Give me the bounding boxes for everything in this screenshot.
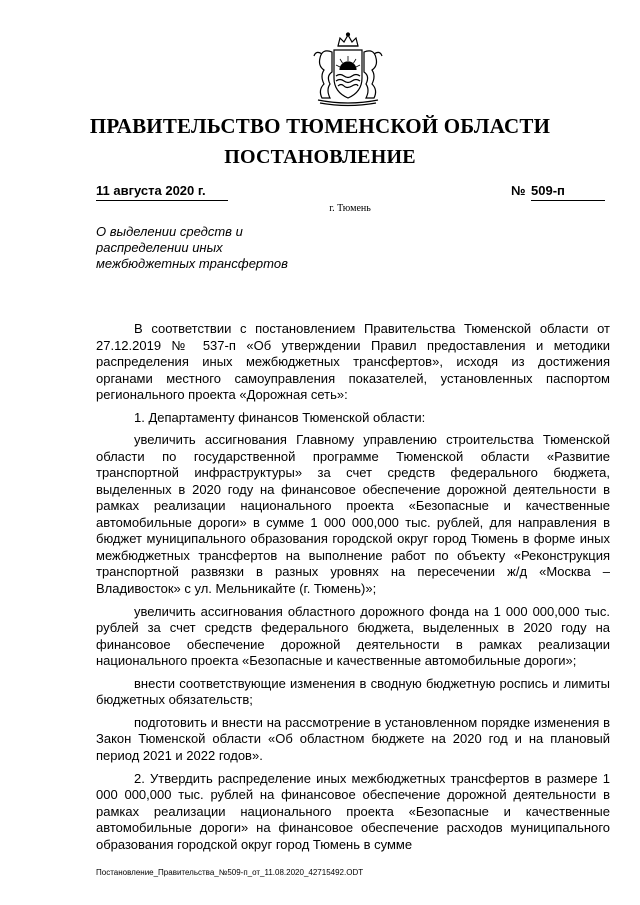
footer-file-name: Постановление_Правительства_№509-п_от_11.08.2020_42715492.ODT: [96, 868, 364, 877]
number-sign: №: [511, 183, 526, 198]
document-number: [511, 183, 605, 201]
tyumen-region-coat-of-arms-icon: [304, 32, 392, 108]
number-value: 509-п: [531, 183, 605, 201]
body-paragraph: 1. Департаменту финансов Тюменской области:: [134, 409, 426, 425]
body-paragraph: внести соответствующие изменения в сводную бюджетную роспись и лимиты бюджетных обязательств;: [96, 675, 610, 708]
document-city: г. Тюмень: [329, 203, 371, 214]
subject-line: О выделении средств и: [96, 224, 243, 239]
body-paragraph: увеличить ассигнования Главному управлению строительства Тюменской области по государственной программе Тюменской области «Развитие транспортной инфраструктуры» за счет средств федерального бюджета, выделенных в 2020 году на финансовое обеспечение дорожной деятельности в рамках реализации национального проекта «Безопасные и качественные автомобильные дороги» в сумме 1 000 000,000 тыс. рублей, для направления в бюджет муниципального образования городской округ город Тюмень в форме иных межбюджетных трансфертов на выполнение работ по объекту «Реконструкция транспортной развязки в разных уровнях на пересечении ж/д «Москва – Владивосток» с ул. Мельникайте (г. Тюмень)»;: [96, 432, 610, 596]
body-paragraph: 2. Утвердить распределение иных межбюджетных трансфертов в размере 1 000 000,000 тыс. рублей на финансовое обеспечение дорожной деятельности в рамках реализации национального проекта «Безопасные и качественные автомобильные дороги» на финансовое обеспечение расходов муниципального образования городской округ город Тюмень в сумме: [96, 770, 610, 852]
body-paragraph: увеличить ассигнования областного дорожного фонда на 1 000 000,000 тыс. рублей за счет средств федерального бюджета, выделенных в 2020 году на финансовое обеспечение дорожной деятельности в рамках реализации национального проекта «Безопасные и качественные автомобильные дороги»;: [96, 603, 610, 669]
document-date: 11 августа 2020 г.: [96, 183, 228, 201]
document-subject: [96, 224, 336, 272]
body-paragraph: подготовить и внести на рассмотрение в установленном порядке изменения в Закон Тюменской области «Об областном бюджете на 2020 год и на плановый период 2021 и 2022 годов».: [96, 714, 610, 763]
subject-line: межбюджетных трансфертов: [96, 256, 288, 271]
document-type-title: ПОСТАНОВЛЕНИЕ: [224, 146, 416, 168]
organization-title: ПРАВИТЕЛЬСТВО ТЮМЕНСКОЙ ОБЛАСТИ: [89, 114, 551, 138]
body-paragraph: В соответствии с постановлением Правительства Тюменской области от 27.12.2019 № 537-п «Об утверждении Правил предоставления и методики распределения иных межбюджетных трансфертов», исходя из достижения органами местного самоуправления показателей, установленных паспортом регионального проекта «Дорожная сеть»:: [96, 321, 610, 402]
subject-line: распределении иных: [96, 240, 223, 255]
document-body: [96, 321, 610, 859]
